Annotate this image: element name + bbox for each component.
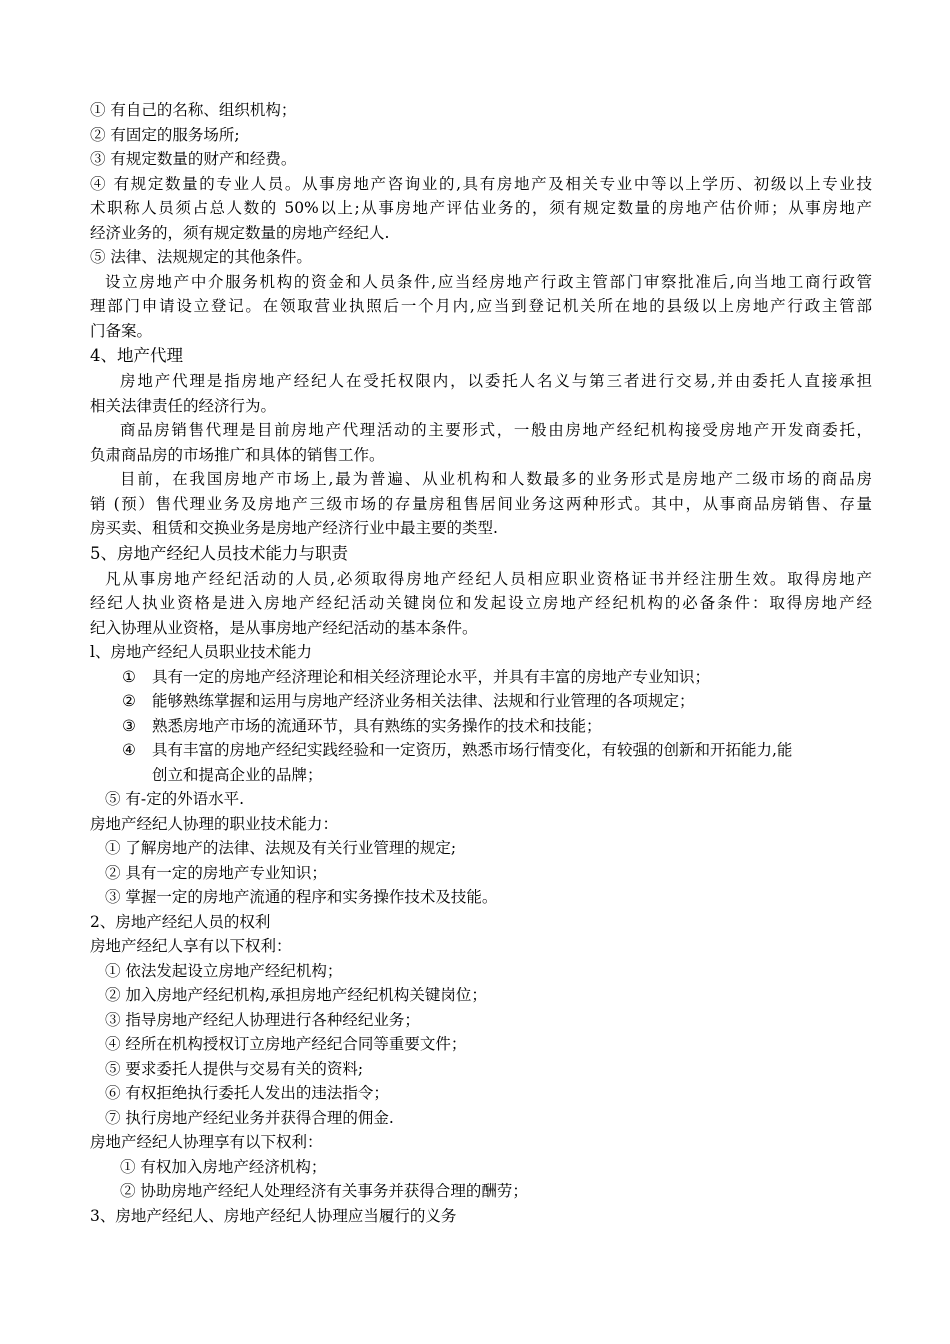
list-item: ⑤ 法律、法规规定的其他条件。 — [90, 248, 312, 266]
list-item: ⑦ 执行房地产经纪业务并获得合理的佣金. — [105, 1108, 394, 1127]
subsection-heading: 房地产经纪人协理的职业技术能力： — [90, 814, 339, 833]
paragraph-line: 销 (预）售代理业务及房地产三级市场的存量房租售居间业务这两种形式。其中，从事商品房销售、存量 — [90, 494, 872, 513]
list-item: ② 协助房地产经纪人处理经济有关事务并获得合理的酬劳； — [120, 1182, 528, 1200]
list-item: ② 具有一定的房地产专业知识； — [105, 863, 327, 882]
list-item: ④ 经所在机构授权订立房地产经纪合同等重要文件； — [105, 1035, 467, 1053]
section-heading: 5、房地产经纪人员技术能力与职责 — [90, 543, 348, 563]
item-text: 创立和提高企业的品牌； — [152, 765, 323, 784]
paragraph-line: 商品房销售代理是目前房地产代理活动的主要形式，一般由房地产经纪机构接受房地产开发商委托， — [120, 421, 872, 439]
item-number — [90, 763, 152, 788]
paragraph-line: 房地产经纪人协理享有以下权利： — [90, 1133, 323, 1151]
list-item: ③ 掌握一定的房地产流通的程序和实务操作技术及技能。 — [105, 888, 498, 906]
paragraph-line: 房地产代理是指房地产经纪人在受托权限内，以委托人名义与第三者进行交易,并由委托人直接承担 — [120, 372, 872, 390]
list-item: ① 有权加入房地产经济机构； — [120, 1157, 327, 1176]
paragraph-line: 门备案。 — [90, 321, 153, 340]
document-body — [90, 98, 872, 1228]
item-text: 具有丰富的房地产经纪实践经验和一定资历，熟悉市场行情变化，有较强的创新和开拓能力,能 — [152, 741, 793, 759]
list-item: ① 了解房地产的法律、法规及有关行业管理的规定; — [105, 839, 457, 857]
list-item: ④ 有规定数量的专业人员。从事房地产咨询业的,具有房地产及相关专业中等以上学历、初级以上专业技 — [90, 174, 872, 193]
item-number: ② — [122, 692, 136, 710]
paragraph-line: 设立房地产中介服务机构的资金和人员条件,应当经房地产行政主管部门审察批准后,向当地工商行政管 — [105, 272, 872, 291]
paragraph-line: 负肃商品房的市场推广和具体的销售工作。 — [90, 445, 385, 464]
paragraph-line: 理部门申请设立登记。在领取营业执照后一个月内,应当到登记机关所在地的县级以上房地产行政主管部 — [90, 297, 872, 315]
list-item: ⑤ 有-定的外语水平. — [105, 790, 245, 808]
list-item: ③ 有规定数量的财产和经费。 — [90, 150, 297, 168]
item-text: 能够熟练掌握和运用与房地产经济业务相关法律、法规和行业管理的各项规定； — [152, 692, 695, 710]
list-item — [90, 665, 872, 690]
paragraph-line: 凡从事房地产经纪活动的人员,必须取得房地产经纪人员相应职业资格证书并经注册生效。取得房地产 — [105, 569, 872, 588]
paragraph-line: 经纪人执业资格是进入房地产经纪活动关键岗位和发起设立房地产经纪机构的必备条件：取得房地产经 — [90, 594, 872, 612]
paragraph-line: 房地产经纪人享有以下权利： — [90, 937, 292, 955]
paragraph-line: 经济业务的，须有规定数量的房地产经纪人. — [90, 223, 390, 242]
item-text: 熟悉房地产市场的流通环节，具有熟练的实务操作的技术和技能； — [152, 716, 602, 735]
subsection-heading: 2、房地产经纪人员的权利 — [90, 912, 271, 931]
list-item-continuation — [90, 763, 872, 788]
paragraph-line: 相关法律责任的经济行为。 — [90, 396, 277, 415]
item-number: ① — [122, 667, 136, 686]
list-item — [90, 714, 872, 739]
paragraph-line: 术职称人员须占总人数的 50%以上;从事房地产评估业务的，须有规定数量的房地产估价师；从事房地产 — [90, 199, 872, 217]
paragraph-line: 目前，在我国房地产市场上,最为普遍、从业机构和人数最多的业务形式是房地产二级市场的商品房 — [120, 470, 872, 488]
section-heading: 4、地产代理 — [90, 346, 183, 365]
list-item — [90, 738, 872, 763]
paragraph-line: 房买卖、租赁和交换业务是房地产经济行业中最主要的类型. — [90, 519, 498, 537]
item-number: ④ — [122, 741, 136, 759]
item-number: ③ — [122, 716, 136, 735]
list-item: ① 有自己的名称、组织机构； — [90, 101, 297, 119]
list-item: ⑤ 要求委托人提供与交易有关的资料; — [105, 1059, 364, 1078]
list-item — [90, 689, 872, 714]
item-text: 具有一定的房地产经济理论和相关经济理论水平，并具有丰富的房地产专业知识； — [152, 667, 711, 686]
list-item: ③ 指导房地产经纪人协理进行各种经纪业务； — [105, 1010, 420, 1029]
list-item: ② 加入房地产经纪机构,承担房地产经纪机构关键岗位； — [105, 986, 487, 1004]
list-item: ① 依法发起设立房地产经纪机构； — [105, 961, 343, 980]
subsection-heading: l、房地产经纪人员职业技术能力 — [90, 643, 312, 661]
subsection-heading: 3、房地产经纪人、房地产经纪人协理应当履行的义务 — [90, 1206, 457, 1225]
list-item: ② 有固定的服务场所; — [90, 125, 240, 144]
paragraph-line: 纪入协理从业资格，是从事房地产经纪活动的基本条件。 — [90, 618, 478, 637]
list-item: ⑥ 有权拒绝执行委托人发出的违法指令； — [105, 1084, 389, 1102]
